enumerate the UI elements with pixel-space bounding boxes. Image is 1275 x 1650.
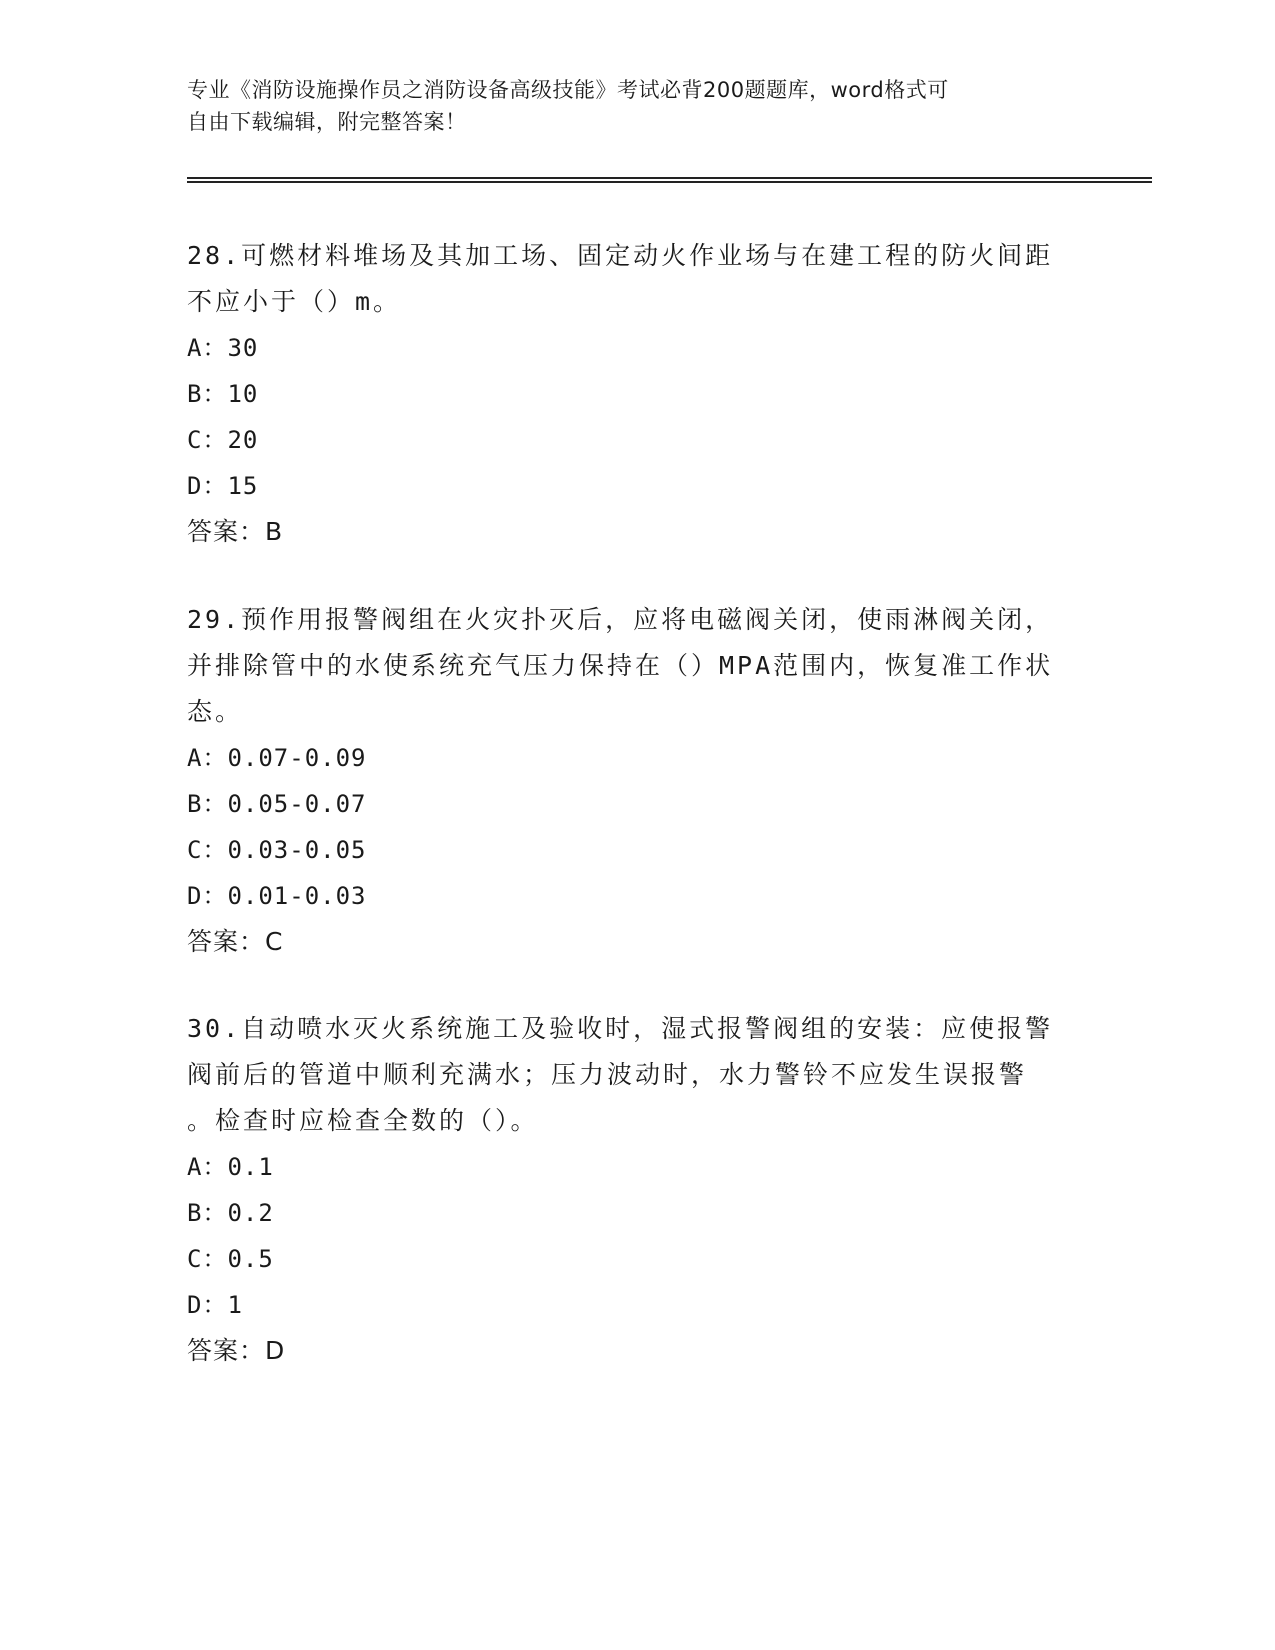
option-c: C：0.5 bbox=[187, 1245, 274, 1273]
option-b: B：0.05-0.07 bbox=[187, 790, 367, 818]
question-stem-line: 28.可燃材料堆场及其加工场、固定动火作业场与在建工程的防火间距 bbox=[187, 241, 1054, 270]
option-c: C：20 bbox=[187, 426, 259, 454]
header-divider-top bbox=[187, 177, 1152, 179]
option-a: A：0.07-0.09 bbox=[187, 744, 367, 772]
answer-line: 答案：B bbox=[187, 517, 284, 546]
option-d: D：1 bbox=[187, 1291, 243, 1319]
question-stem-line: 并排除管中的水使系统充气压力保持在（）MPA范围内，恢复准工作状 bbox=[187, 651, 1054, 680]
question-stem-line: 30.自动喷水灭火系统施工及验收时，湿式报警阀组的安装：应使报警 bbox=[187, 1014, 1054, 1043]
question-28 bbox=[187, 233, 1087, 555]
header-line-1: 专业《消防设施操作员之消防设备高级技能》考试必背200题题库，word格式可 bbox=[187, 78, 949, 102]
answer-line: 答案：C bbox=[187, 927, 284, 956]
question-30 bbox=[187, 1006, 1087, 1374]
header-divider-bottom bbox=[187, 181, 1152, 183]
question-stem-line: 不应小于（）m。 bbox=[187, 287, 402, 316]
option-a: A：0.1 bbox=[187, 1153, 274, 1181]
header-line-2: 自由下载编辑，附完整答案！ bbox=[187, 110, 467, 134]
question-stem-line: 。检查时应检查全数的（）。 bbox=[187, 1106, 539, 1135]
answer-line: 答案：D bbox=[187, 1336, 286, 1365]
question-stem-line: 阀前后的管道中顺利充满水；压力波动时，水力警铃不应发生误报警 bbox=[187, 1060, 1028, 1089]
option-d: D：0.01-0.03 bbox=[187, 882, 367, 910]
question-stem-line: 29.预作用报警阀组在火灾扑灭后，应将电磁阀关闭，使雨淋阀关闭， bbox=[187, 605, 1054, 634]
option-b: B：0.2 bbox=[187, 1199, 274, 1227]
question-stem-line: 态。 bbox=[187, 697, 244, 726]
option-a: A：30 bbox=[187, 334, 259, 362]
option-b: B：10 bbox=[187, 380, 259, 408]
question-29 bbox=[187, 597, 1087, 965]
option-d: D：15 bbox=[187, 472, 259, 500]
document-header bbox=[187, 74, 1087, 138]
option-c: C：0.03-0.05 bbox=[187, 836, 367, 864]
